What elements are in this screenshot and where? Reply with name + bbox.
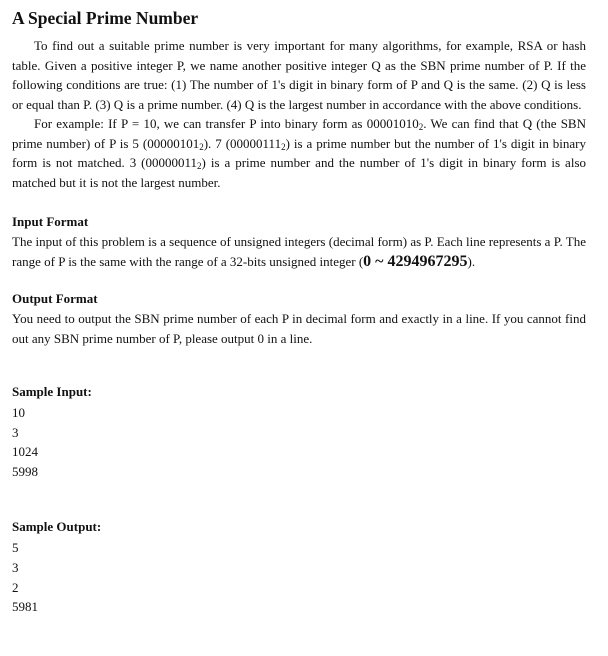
output-format-heading: Output Format	[12, 291, 98, 306]
sample-output-heading: Sample Output:	[12, 519, 102, 535]
description-paragraph-2	[12, 114, 586, 192]
subscript-base: 2	[418, 122, 424, 132]
input-format-heading: Input Format	[12, 214, 89, 229]
example-text-a: For example: If P = 10, we can transfer P into binary form as 00001010	[34, 116, 419, 131]
input-format-text-a: The input of this problem is a sequence of unsigned integers (decimal form) as P. Each line represents a P. The range of P is the same with the range of a 32-bits unsigned integer (	[12, 234, 586, 269]
output-format-text: You need to output the SBN prime number of each P in decimal form and exactly in a line. If you cannot find out any SBN prime number of P, please output 0 in a line.	[12, 311, 586, 346]
example-text-e: ) is a prime number and the number of 1's digit in binary form is also matched but it is not the largest number.	[12, 155, 586, 190]
description-paragraph-1: To find out a suitable prime number is very important for many algorithms, for example, RSA or hash table. Given a positive integer P, we name another positive integer Q as the SBN prime number of P. If the following conditions are true: (1) The number of 1's digit in binary form of P and Q is the same. (2) Q is less or equal than P. (3) Q is a prime number. (4) Q is the largest number in accordance with the above conditions.	[12, 38, 586, 112]
subscript-base: 2	[199, 141, 204, 152]
sample-output-line: 5	[12, 540, 19, 556]
example-text-c: ). 7 (00000111	[203, 135, 282, 151]
sample-output-list	[12, 538, 586, 616]
input-range: 0 ~ 4294967295	[363, 252, 468, 270]
sample-input-list	[12, 403, 586, 481]
sample-output-line: 3	[12, 559, 19, 575]
example-text-b: . We can find that Q (the SBN prime number) of P is 5 (00000101	[12, 116, 586, 151]
sample-input-line: 1024	[12, 444, 38, 460]
subscript-base: 2	[197, 161, 202, 171]
page-title: A Special Prime Number	[12, 8, 199, 28]
input-format-text-b: ).	[467, 253, 476, 269]
sample-output-line: 5981	[12, 599, 38, 615]
sample-input-line: 5998	[12, 463, 38, 479]
sample-input-heading: Sample Input:	[12, 384, 92, 399]
sample-output-line: 2	[12, 579, 19, 595]
input-format-text	[12, 232, 586, 271]
problem-statement	[12, 6, 586, 617]
sample-input-line: 3	[12, 424, 19, 440]
example-text-d: ) is a prime number but the number of 1's digit in binary form is not matched. 3 (00000011	[12, 135, 586, 170]
subscript-base: 2	[281, 141, 286, 152]
sample-input-line: 10	[12, 405, 25, 420]
